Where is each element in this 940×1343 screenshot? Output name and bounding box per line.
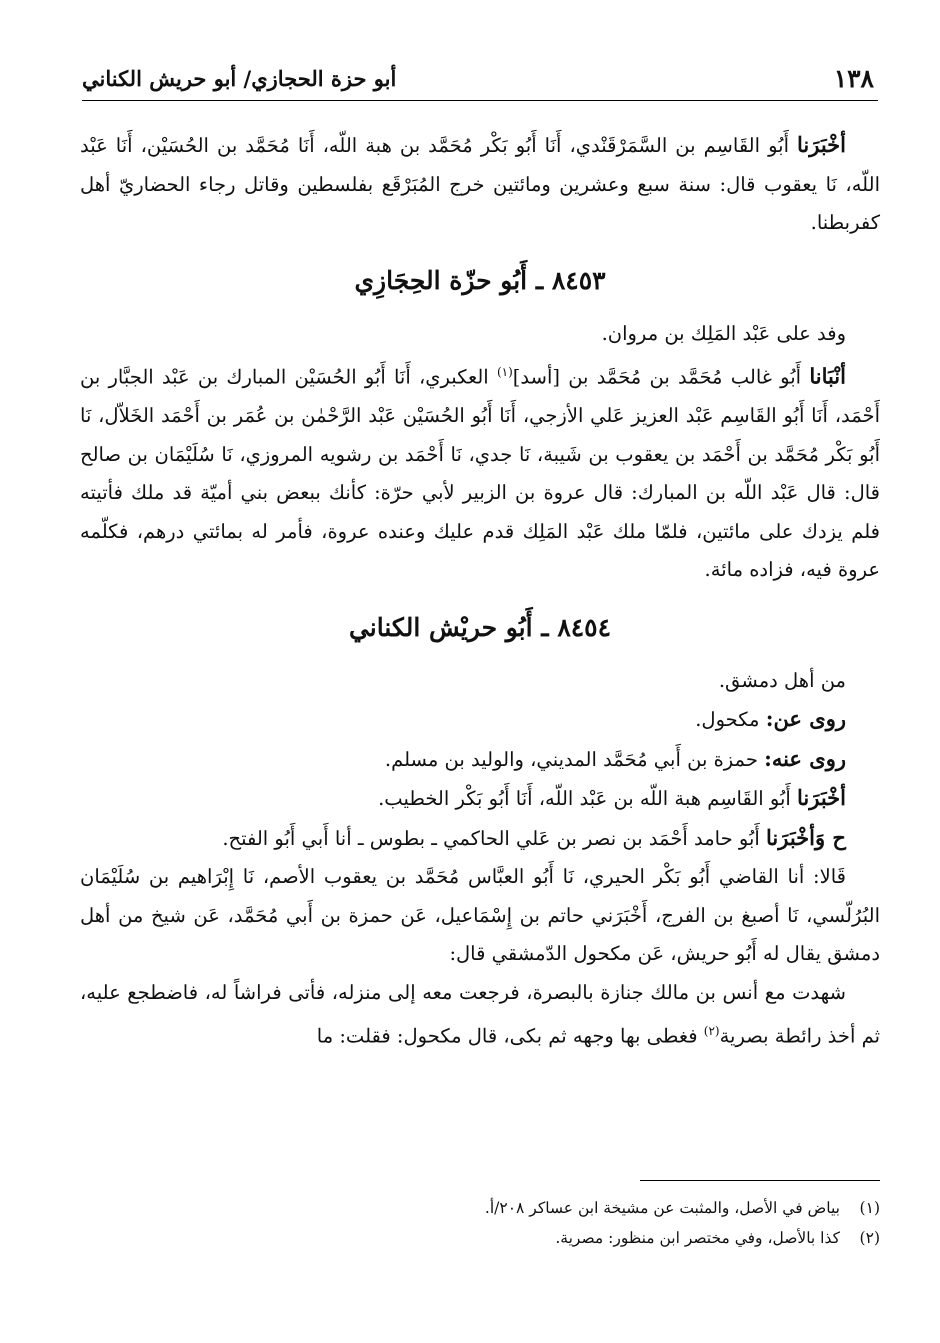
entry-number: ٨٤٥٤ (557, 612, 612, 642)
paragraph (80, 126, 880, 243)
entry-name: أَبُو حزّة الحِجَازِي (354, 265, 528, 295)
paragraph-text: مكحول. (695, 708, 766, 731)
footnote-divider (640, 1180, 880, 1181)
entry-heading-8454 (80, 608, 880, 648)
paragraph-text: قَالا: أنا القاضي أَبُو بَكْر الحيري، نَا أَبُو العبَّاس مُحَمَّد بن يعقوب الأصم، نَا إِبْرَاهيم بن سُلَيْمَان البُرُلّسي، نَا أصبغ بن الفرج، أَخْبَرَني حاتم بن إِسْمَاعيل، عَن حمزة بن أَبي مُحَمَّد، عَن شيخ من أهل دمشق يقال له أَبُو حريش، عَن مكحول الدّمشقي قال: (80, 865, 880, 965)
paragraph (80, 974, 880, 1057)
paragraph (80, 779, 880, 819)
running-title: أبو حزة الحجازي/ أبو حريش الكناني (82, 66, 397, 91)
narration-keyword: أخْبَرَنا (797, 132, 846, 157)
footnote-ref: (١) (496, 365, 513, 379)
narration-keyword: أخْبَرَنا (797, 785, 846, 810)
main-text (80, 126, 880, 1056)
paragraph (80, 740, 880, 780)
paragraph-text-cont: فغطى بها وجهه ثم بكى، قال مكحول: فقلت: ما (316, 1024, 704, 1048)
paragraph (80, 819, 880, 859)
page-header (82, 60, 878, 101)
narration-keyword: روى عن: (765, 706, 846, 731)
footnote-ref: (٢) (703, 1024, 720, 1038)
footnote-number: (١) (859, 1199, 880, 1217)
entry-heading-8453 (80, 261, 880, 301)
paragraph (80, 700, 880, 740)
paragraph-text: شهدت مع أنس بن مالك جنازة بالبصرة، فرجعت معه إلى منزله، فأتى فراشاً له، فاضطجع عليه، ثم أخذ رائطة بصرية (80, 980, 880, 1048)
narration-keyword: ح وَأخْبَرَنا (766, 824, 846, 850)
paragraph-text: حمزة بن أَبي مُحَمَّد المديني، والوليد بن مسلم. (384, 747, 765, 771)
paragraph (80, 353, 880, 590)
footnote (80, 1193, 880, 1223)
paragraph-text: أَبُو القَاسِم بن السَّمَرْقَنْدي، أَنَا أَبُو بَكْر مُحَمَّد بن هبة اللّه، أَنَا مُحَمَّد بن الحُسَيْن، أَنَا عَبْد اللّه، نَا يعقوب قال: سنة سبع وعشرين ومائتين خرج المُبَرْقَع بفلسطين وقاتل رجاء الحضاريّ أهل كفربطنا. (80, 134, 880, 234)
narration-keyword: روى عنه: (764, 745, 846, 771)
paragraph-text: من أهل دمشق. (718, 668, 846, 692)
entry-name: أَبُو حريْش الكناني (348, 612, 533, 642)
paragraph-text: أَبُو القَاسِم هبة اللّه بن عَبْد اللّه، أَنَا أَبُو بَكْر الخطيب. (378, 787, 798, 810)
footnote-text: كذا بالأصل، وفي مختصر ابن منظور: مصرية. (555, 1229, 840, 1247)
footnote-number: (٢) (859, 1229, 880, 1247)
footnote-text: بياض في الأصل، والمثبت عن مشيخة ابن عساكر ٢٠٨/أ. (484, 1199, 840, 1217)
entry-separator: ـ (532, 612, 558, 642)
paragraph-text: وفد على عَبْد المَلِك بن مروان. (601, 321, 846, 345)
paragraph (80, 315, 880, 354)
paragraph-text: أَبُو حامد أَحْمَد بن نصر بن عَلي الحاكمي ـ بطوس ـ أنا أَبي أَبُو الفتح. (222, 826, 766, 850)
paragraph-text: أَبُو غالب مُحَمَّد بن مُحَمَّد بن [أسد] (512, 365, 810, 389)
footnote (80, 1223, 880, 1253)
paragraph (80, 858, 880, 974)
paragraph-text-cont: العكبري، أَنَا أَبُو الحُسَيْن المبارك بن عَبْد الجبَّار بن أَحْمَد، أَنَا أَبُو القَاسِم عَبْد العزيز عَلي الأزجي، أَنَا أَبُو الحُسَيْن عَبْد الرَّحْمٰن بن عُمَر بن أَحْمَد الخَلاّل، نَا أَبُو بَكْر مُحَمَّد بن أَحْمَد بن يعقوب بن شَيبة، نَا جدي، نَا أَحْمَد بن رشويه المروزي، نَا سُلَيْمَان بن صالح قال: قال عَبْد اللّه بن المبارك: قال عروة بن الزبير لأبي حرّة: كأنك ببعض بني أميّة قد ملك فأتيته فلم يزدك على مائتين، فلمّا ملك عَبْد المَلِك قدم عليك وعنده عروة، فأمر له بمائتي درهم، فكلّمه عروة فيه، فزاده مائة. (80, 365, 880, 581)
footnotes (80, 1180, 880, 1253)
page-number: ١٣٨ (833, 64, 874, 93)
paragraph (80, 662, 880, 701)
narration-keyword: أنْبَانا (809, 363, 846, 389)
entry-separator: ـ (527, 265, 552, 295)
entry-number: ٨٤٥٣ (551, 265, 606, 295)
